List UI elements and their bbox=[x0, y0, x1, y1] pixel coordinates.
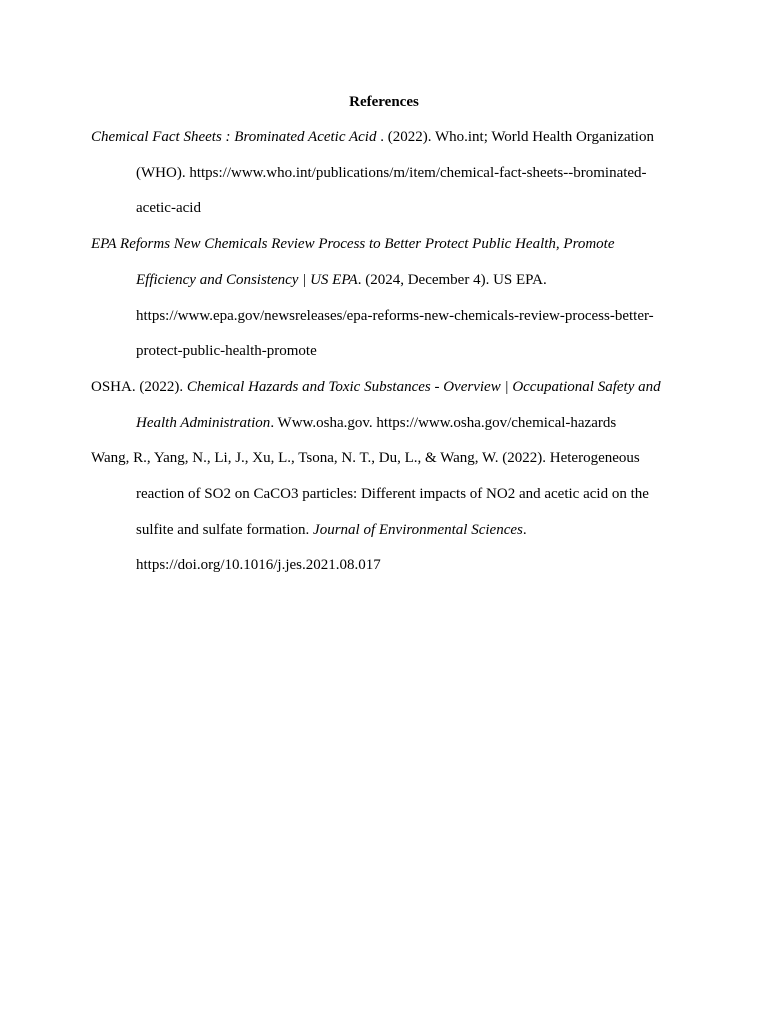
reference-entry bbox=[91, 370, 677, 441]
reference-line bbox=[136, 156, 677, 192]
reference-text: OSHA. (2022). bbox=[91, 378, 187, 395]
reference-line bbox=[136, 513, 677, 549]
italic-text: Chemical Hazards and Toxic Substances - Overview | Occupational Safety and bbox=[186, 378, 661, 395]
reference-line bbox=[91, 120, 677, 156]
reference-text: acetic-acid bbox=[136, 200, 201, 217]
reference-text: . bbox=[522, 521, 527, 538]
italic-text: Journal of Environmental Sciences bbox=[313, 521, 523, 538]
reference-line bbox=[91, 441, 677, 477]
reference-text: https://www.epa.gov/newsreleases/epa-reforms-new-chemicals-review-process-better- bbox=[136, 307, 654, 324]
reference-line bbox=[91, 370, 677, 406]
reference-line bbox=[136, 299, 677, 335]
reference-text: (WHO). https://www.who.int/publications/m/item/chemical-fact-sheets--brominated- bbox=[136, 164, 647, 181]
reference-list bbox=[91, 120, 677, 584]
reference-line bbox=[136, 406, 677, 442]
reference-entry bbox=[91, 120, 677, 227]
italic-text: Chemical Fact Sheets : Brominated Acetic Acid bbox=[91, 129, 381, 145]
reference-line bbox=[136, 191, 677, 227]
italic-text: EPA Reforms New Chemicals Review Process to Better Protect Public Health, Promote bbox=[91, 236, 615, 253]
reference-entry bbox=[91, 227, 677, 370]
reference-text: . (2024, December 4). US EPA. bbox=[357, 271, 547, 288]
reference-text: . (2022). Who.int; World Health Organization bbox=[380, 129, 654, 145]
reference-text: https://doi.org/10.1016/j.jes.2021.08.017 bbox=[136, 557, 381, 574]
reference-text: reaction of SO2 on CaCO3 particles: Different impacts of NO2 and acetic acid on the bbox=[136, 486, 649, 503]
reference-line bbox=[136, 263, 677, 299]
reference-line bbox=[136, 334, 677, 370]
reference-text: sulfite and sulfate formation. bbox=[136, 521, 314, 538]
reference-text: protect-public-health-promote bbox=[136, 343, 317, 360]
reference-text: Wang, R., Yang, N., Li, J., Xu, L., Tsona, N. T., Du, L., & Wang, W. (2022). Heterogeneous bbox=[91, 450, 640, 467]
italic-text: Efficiency and Consistency | US EPA bbox=[136, 271, 358, 288]
reference-entry bbox=[91, 441, 677, 584]
italic-text: Health Administration bbox=[136, 414, 271, 431]
reference-line bbox=[136, 477, 677, 513]
reference-line bbox=[136, 548, 677, 584]
reference-text: . Www.osha.gov. https://www.osha.gov/chemical-hazards bbox=[270, 414, 617, 431]
reference-line bbox=[91, 227, 677, 263]
references-heading: References bbox=[349, 94, 419, 110]
